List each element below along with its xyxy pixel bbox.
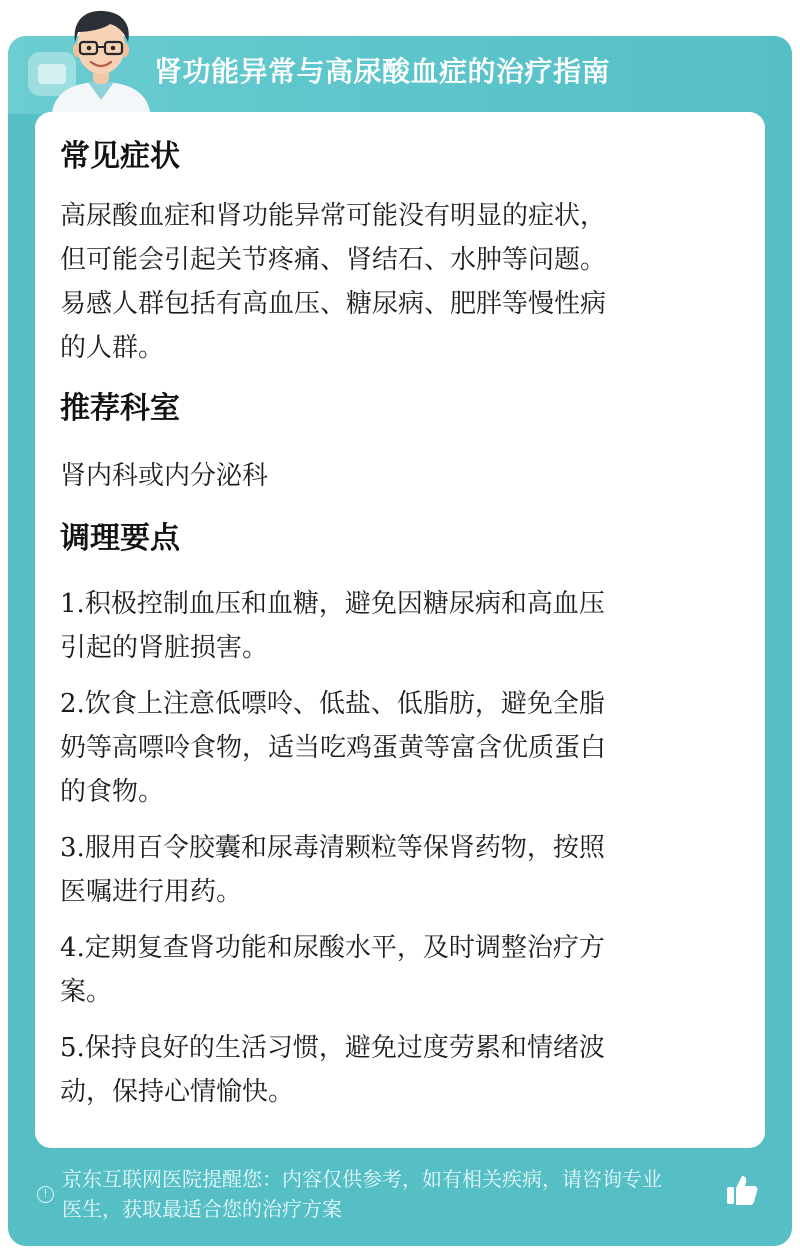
info-icon: ! xyxy=(37,1186,54,1203)
footer-line: 京东互联网医院提醒您：内容仅供参考，如有相关疾病，请咨询专业 xyxy=(62,1167,662,1191)
page-title: 肾功能异常与高尿酸血症的治疗指南 xyxy=(154,55,611,88)
text-line: 保持良好的生活习惯，避免过度劳累和情绪波 xyxy=(84,1033,605,1063)
item-number: 3. xyxy=(60,833,85,863)
text-line: 的食物。 xyxy=(60,777,165,807)
text-line: 肾内科或内分泌科 xyxy=(60,461,269,491)
text-line: 积极控制血压和血糖，避免因糖尿病和高血压 xyxy=(84,589,605,619)
list-item xyxy=(60,682,732,814)
item-number: 4. xyxy=(60,933,85,963)
list-item xyxy=(60,926,732,1014)
item-number: 2. xyxy=(60,689,85,719)
text-line: 引起的肾脏损害。 xyxy=(60,633,269,663)
text-line: 医嘱进行用药。 xyxy=(60,877,243,907)
text-line: 定期复查肾功能和尿酸水平，及时调整治疗方 xyxy=(84,933,605,963)
text-line: 案。 xyxy=(60,977,113,1007)
doctor-avatar-icon xyxy=(48,2,154,112)
section-heading-symptoms: 常见症状 xyxy=(60,139,180,174)
list-item xyxy=(60,826,732,914)
section-heading-department: 推荐科室 xyxy=(60,391,180,426)
thumbs-up-icon[interactable] xyxy=(724,1172,760,1208)
footer-disclaimer xyxy=(62,1164,726,1224)
item-number: 1. xyxy=(60,589,85,619)
item-number: 5. xyxy=(60,1033,85,1063)
footer-line: 医生，获取最适合您的治疗方案 xyxy=(62,1197,342,1221)
symptoms-paragraph xyxy=(60,194,732,370)
text-line: 的人群。 xyxy=(60,333,165,363)
text-line: 饮食上注意低嘌呤、低盐、低脂肪，避免全脂 xyxy=(84,689,605,719)
text-line: 但可能会引起关节疼痛、肾结石、水肿等问题。 xyxy=(60,245,607,275)
text-line: 服用百令胶囊和尿毒清颗粒等保肾药物，按照 xyxy=(84,833,605,863)
text-line: 易感人群包括有高血压、糖尿病、肥胖等慢性病 xyxy=(60,289,607,319)
list-item xyxy=(60,1026,732,1114)
department-paragraph xyxy=(60,454,732,498)
text-line: 高尿酸血症和肾功能异常可能没有明显的症状， xyxy=(60,201,607,231)
content-card xyxy=(35,112,765,1148)
section-heading-care-points: 调理要点 xyxy=(60,521,180,556)
content-body xyxy=(60,134,732,1114)
text-line: 奶等高嘌呤食物，适当吃鸡蛋黄等富含优质蛋白 xyxy=(60,733,607,763)
text-line: 动，保持心情愉快。 xyxy=(60,1077,295,1107)
list-item xyxy=(60,582,732,670)
